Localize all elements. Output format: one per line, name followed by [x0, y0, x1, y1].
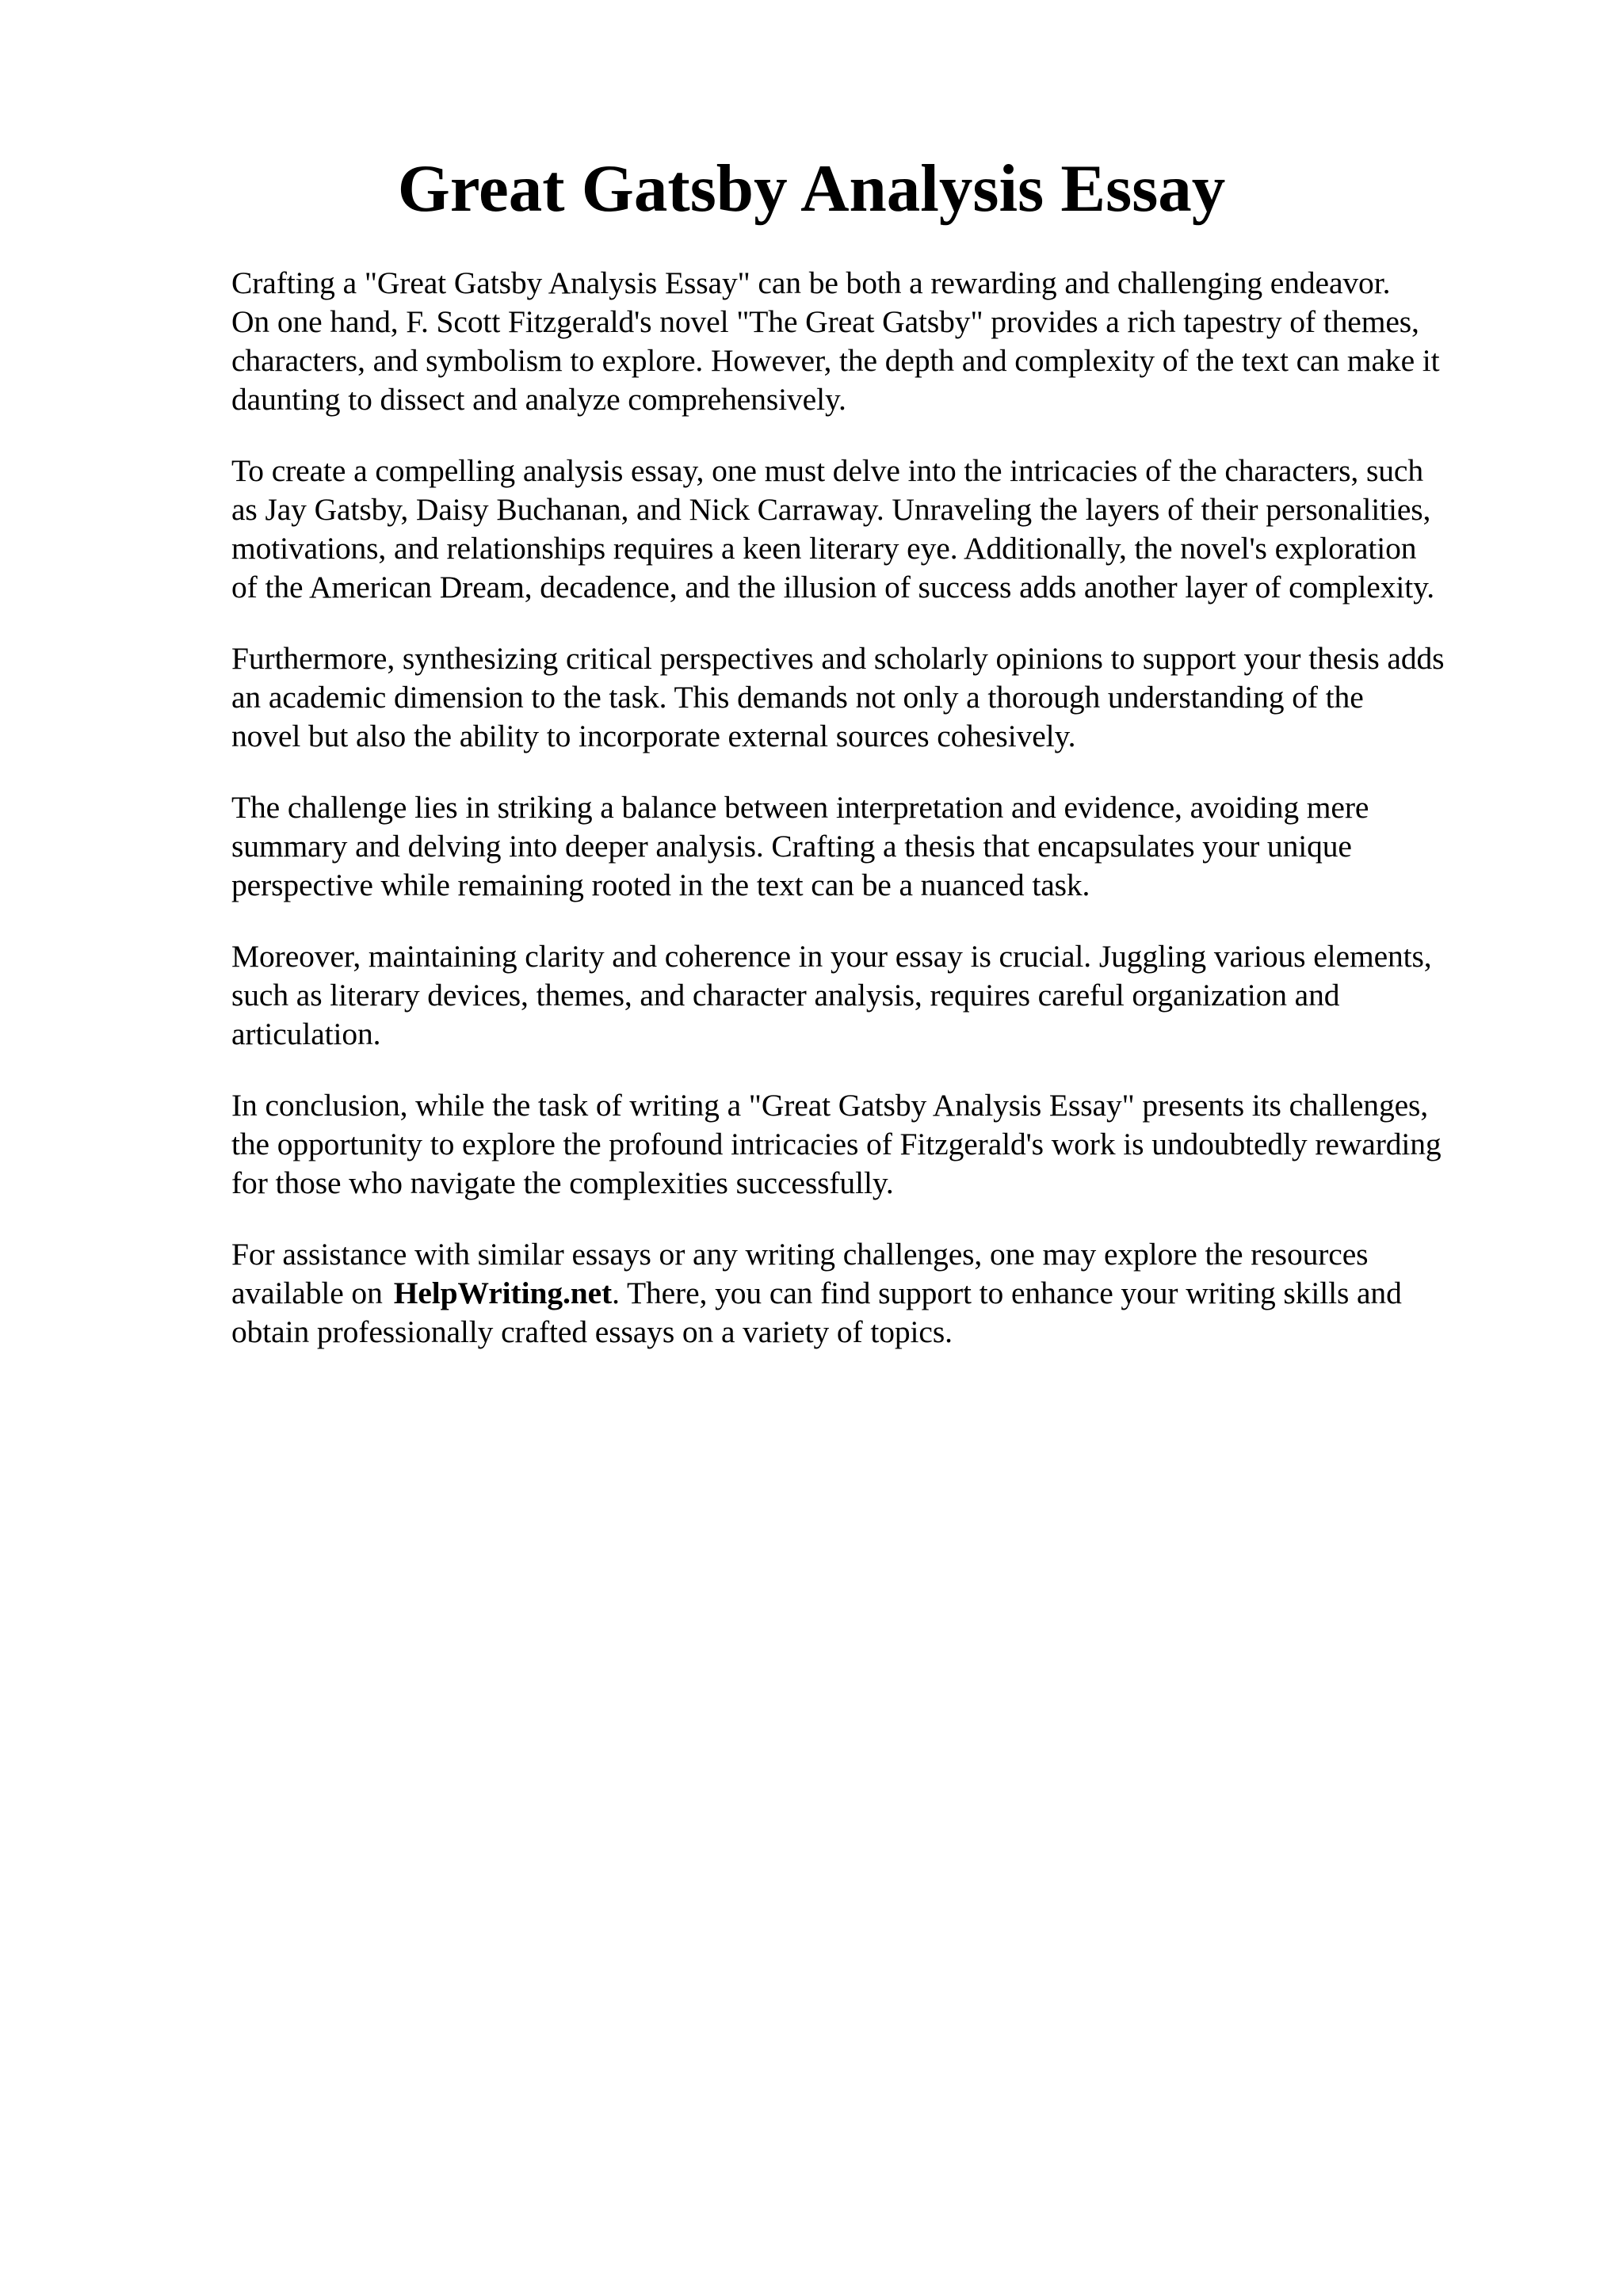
- essay-body: [231, 264, 1531, 1384]
- helpwriting-link[interactable]: HelpWriting.net: [393, 1276, 613, 1310]
- paragraph-line: For assistance with similar essays or any writing challenges, one may explore the resources: [231, 1237, 1369, 1272]
- paragraph-line: On one hand, F. Scott Fitzgerald's novel "The Great Gatsby" provides a rich tapestry of themes,: [231, 304, 1419, 339]
- paragraph-line: In conclusion, while the task of writing a "Great Gatsby Analysis Essay" presents its challenges,: [231, 1088, 1429, 1123]
- paragraph-line: articulation.: [231, 1016, 381, 1051]
- paragraph-line: motivations, and relationships requires a keen literary eye. Additionally, the novel's exploration: [231, 531, 1417, 566]
- paragraph-line: such as literary devices, themes, and character analysis, requires careful organization and: [231, 978, 1340, 1013]
- paragraph-line: summary and delving into deeper analysis. Crafting a thesis that encapsulates your unique: [231, 829, 1352, 864]
- paragraph-line: Moreover, maintaining clarity and coherence in your essay is crucial. Juggling various elements,: [231, 939, 1432, 974]
- paragraph-line: obtain professionally crafted essays on a variety of topics.: [231, 1314, 953, 1349]
- paragraph-list: [231, 264, 1531, 1203]
- essay-paragraph: [231, 452, 1531, 607]
- paragraph-line: as Jay Gatsby, Daisy Buchanan, and Nick Carraway. Unraveling the layers of their personalities,: [231, 492, 1431, 527]
- essay-paragraph: [231, 937, 1531, 1054]
- essay-paragraph: [231, 264, 1531, 419]
- paragraph-line: Crafting a "Great Gatsby Analysis Essay" can be both a rewarding and challenging endeavor.: [231, 265, 1391, 300]
- final-paragraph: [231, 1235, 1531, 1352]
- paragraph-line: novel but also the ability to incorporate external sources cohesively.: [231, 719, 1076, 753]
- essay-paragraph: [231, 788, 1531, 905]
- paragraph-line: The challenge lies in striking a balance between interpretation and evidence, avoiding mere: [231, 790, 1369, 825]
- paragraph-line: of the American Dream, decadence, and the illusion of success adds another layer of complexity.: [231, 570, 1435, 605]
- essay-paragraph: [231, 1086, 1531, 1203]
- page-title: Great Gatsby Analysis Essay: [397, 151, 1226, 226]
- paragraph-text: . There, you can find support to enhance your writing skills and: [612, 1276, 1402, 1310]
- essay-paragraph: [231, 639, 1531, 756]
- paragraph-line: perspective while remaining rooted in the text can be a nuanced task.: [231, 868, 1090, 902]
- paragraph-line: for those who navigate the complexities successfully.: [231, 1165, 894, 1200]
- paragraph-line: [231, 1274, 1531, 1313]
- paragraph-text: available on: [231, 1276, 383, 1310]
- paragraph-line: daunting to dissect and analyze comprehensively.: [231, 382, 846, 417]
- paragraph-line: Furthermore, synthesizing critical perspectives and scholarly opinions to support your thesis adds: [231, 641, 1445, 676]
- paragraph-line: the opportunity to explore the profound intricacies of Fitzgerald's work is undoubtedly rewarding: [231, 1127, 1442, 1161]
- paragraph-line: an academic dimension to the task. This demands not only a thorough understanding of the: [231, 680, 1364, 715]
- paragraph-line: characters, and symbolism to explore. However, the depth and complexity of the text can make it: [231, 343, 1440, 378]
- paragraph-line: To create a compelling analysis essay, one must delve into the intricacies of the characters, such: [231, 453, 1423, 488]
